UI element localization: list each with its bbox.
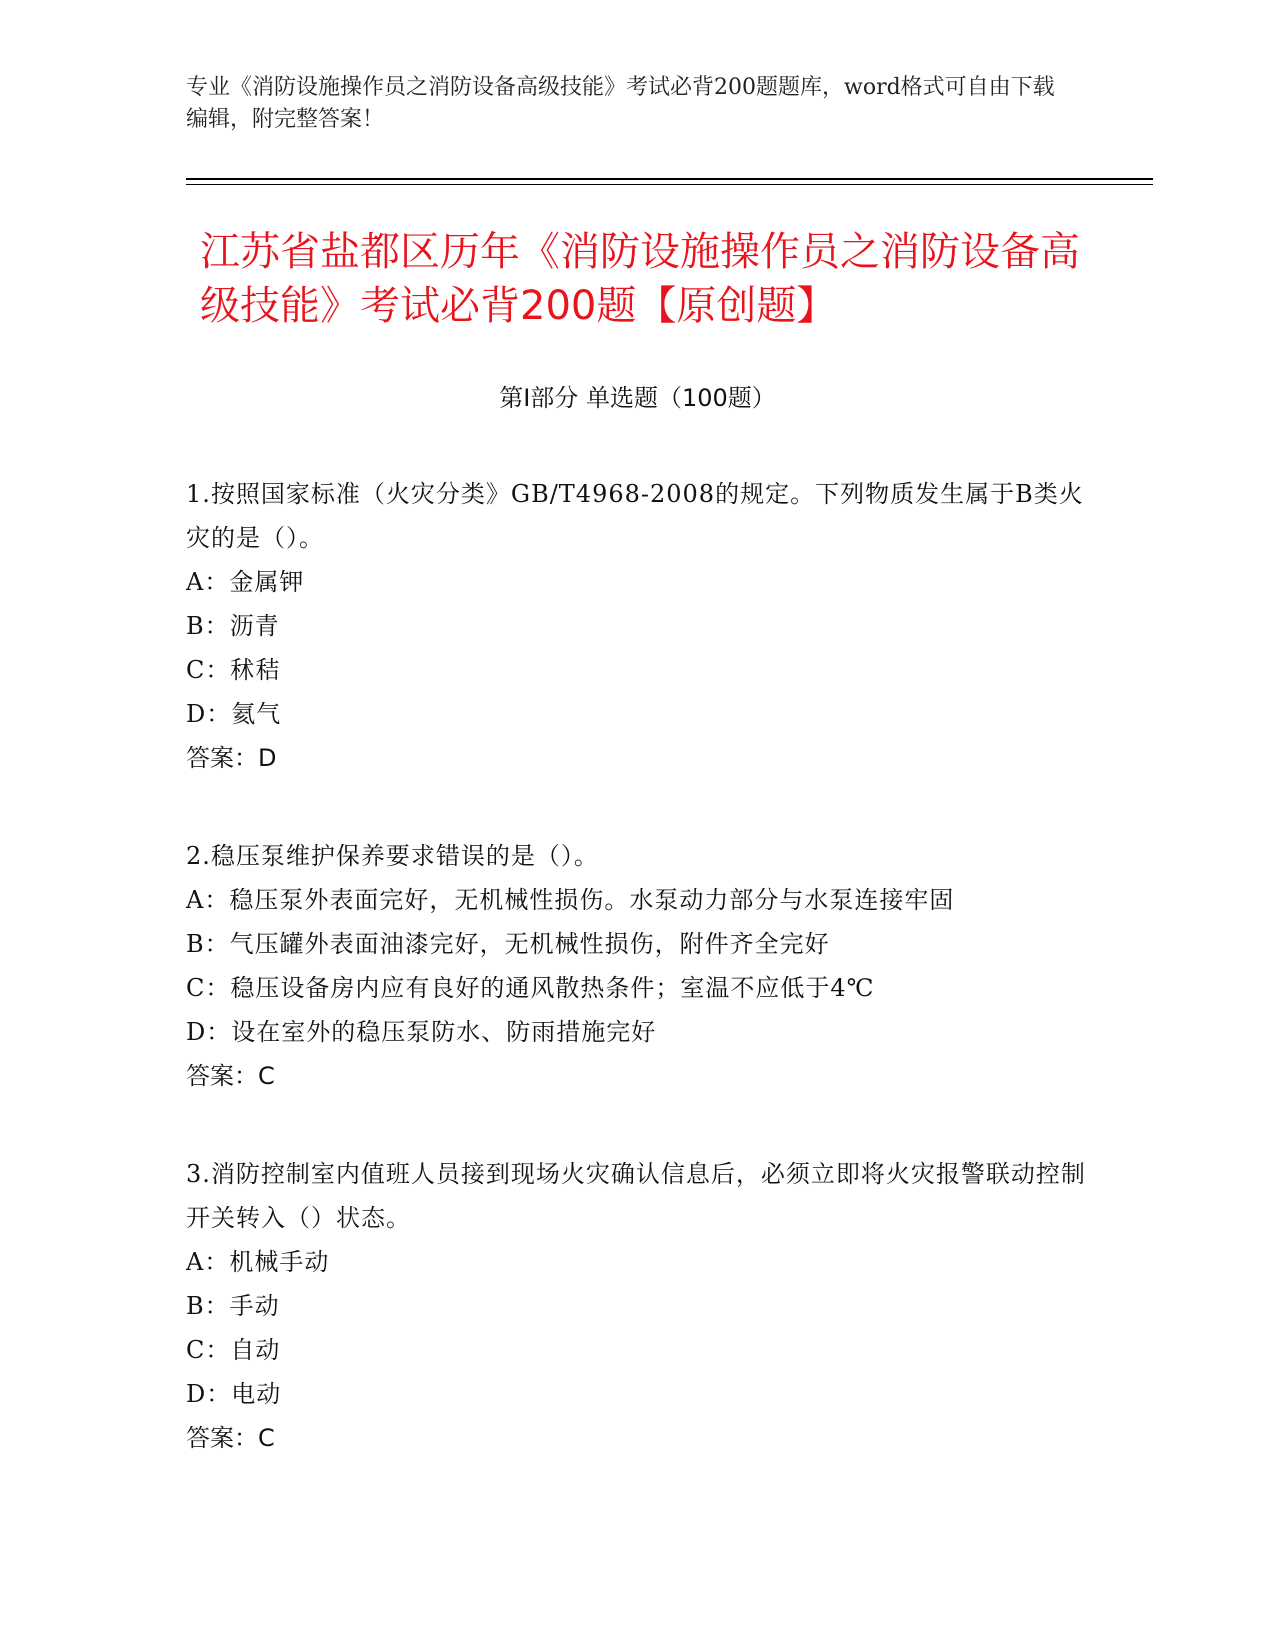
option-a: A：机械手动 xyxy=(186,1248,330,1276)
question-1 xyxy=(186,472,1086,780)
answer-label: 答案： xyxy=(186,1062,258,1090)
question-2 xyxy=(186,834,1086,1098)
option-c: C：稳压设备房内应有良好的通风散热条件；室温不应低于4℃ xyxy=(186,974,875,1002)
option-d: D：氦气 xyxy=(186,700,282,728)
question-stem: 3.消防控制室内值班人员接到现场火灾确认信息后，必须立即将火灾报警联动控制开关转入（）状态。 xyxy=(186,1160,1086,1232)
section-title: 第I部分 单选题（100题） xyxy=(499,384,776,412)
option-a: A：稳压泵外表面完好，无机械性损伤。水泵动力部分与水泵连接牢固 xyxy=(186,886,955,914)
answer-line xyxy=(186,1054,1086,1098)
option-d: D：电动 xyxy=(186,1380,282,1408)
answer-line xyxy=(186,736,1086,780)
question-stem: 2.稳压泵维护保养要求错误的是（）。 xyxy=(186,842,599,870)
answer-label: 答案： xyxy=(186,744,258,772)
answer-value: D xyxy=(258,744,277,772)
option-b: B：沥青 xyxy=(186,612,280,640)
question-stem: 1.按照国家标准（火灾分类》GB/T4968-2008的规定。下列物质发生属于B类火灾的是（）。 xyxy=(186,480,1084,552)
header-note: 专业《消防设施操作员之消防设备高级技能》考试必背200题题库，word格式可自由下载编辑，附完整答案！ xyxy=(186,75,1055,132)
option-c: C：自动 xyxy=(186,1336,281,1364)
question-3 xyxy=(186,1152,1086,1460)
header-rule-thick xyxy=(186,178,1153,180)
answer-value: C xyxy=(258,1062,275,1090)
document-title: 江苏省盐都区历年《消防设施操作员之消防设备高级技能》考试必背200题【原创题】 xyxy=(200,229,1080,329)
answer-line xyxy=(186,1416,1086,1460)
option-a: A：金属钾 xyxy=(186,568,305,596)
option-d: D：设在室外的稳压泵防水、防雨措施完好 xyxy=(186,1018,657,1046)
header-rule-thin xyxy=(186,184,1153,185)
option-b: B：手动 xyxy=(186,1292,280,1320)
answer-value: C xyxy=(258,1424,275,1452)
option-c: C：秫秸 xyxy=(186,656,281,684)
answer-label: 答案： xyxy=(186,1424,258,1452)
option-b: B：气压罐外表面油漆完好，无机械性损伤，附件齐全完好 xyxy=(186,930,830,958)
